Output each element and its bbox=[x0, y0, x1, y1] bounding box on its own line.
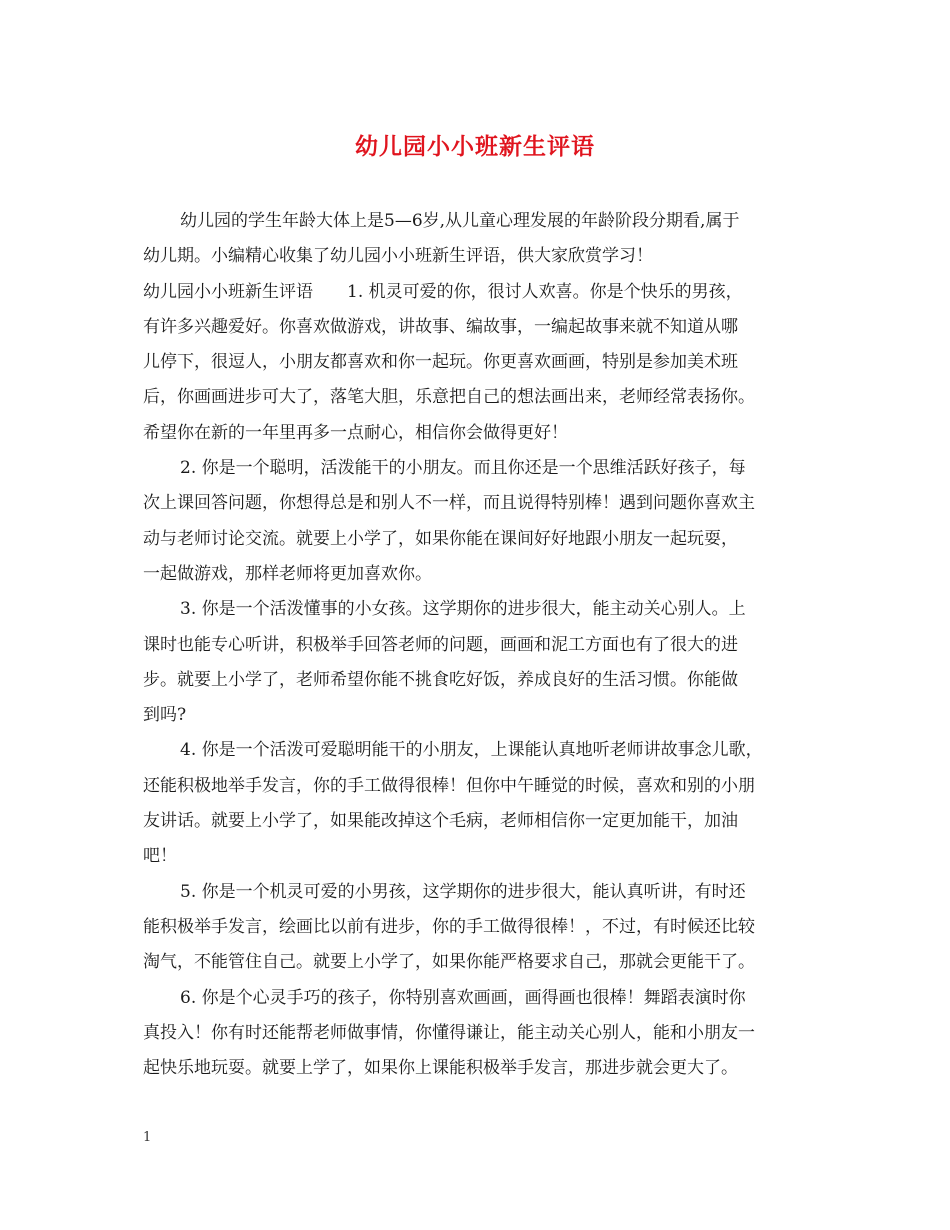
text-line: 儿停下，很逗人，小朋友都喜欢和你一起玩。你更喜欢画画，特别是参加美术班 bbox=[143, 352, 738, 373]
text-line: 5. 你是一个机灵可爱的小男孩，这学期你的进步很大，能认真听讲，有时还 bbox=[180, 881, 746, 902]
text-line: 幼儿园小小班新生评语 1. 机灵可爱的你，很讨人欢喜。你是个快乐的男孩， bbox=[143, 281, 743, 302]
text-line: 淘气，不能管住自己。就要上小学了，如果你能严格要求自己，那就会更能干了。 bbox=[143, 952, 755, 973]
text-line: 课时也能专心听讲，积极举手回答老师的问题，画画和泥工方面也有了很大的进 bbox=[143, 634, 738, 655]
text-line: 到吗? bbox=[143, 705, 187, 726]
text-line: 能积极举手发言，绘画比以前有进步，你的手工做得很棒！，不过，有时候还比较 bbox=[143, 916, 755, 937]
text-line: 有许多兴趣爱好。你喜欢做游戏，讲故事、编故事，一编起故事来就不知道从哪 bbox=[143, 316, 738, 337]
text-line: 幼儿期。小编精心收集了幼儿园小小班新生评语，供大家欣赏学习！ bbox=[143, 246, 653, 267]
document-title: 幼儿园小小班新生评语 bbox=[355, 134, 595, 160]
text-line: 4. 你是一个活泼可爱聪明能干的小朋友，上课能认真地听老师讲故事念儿歌， bbox=[180, 740, 763, 761]
text-line: 还能积极地举手发言，你的手工做得很棒！但你中午睡觉的时候，喜欢和别的小朋 bbox=[143, 775, 755, 796]
text-line: 希望你在新的一年里再多一点耐心，相信你会做得更好！ bbox=[143, 422, 568, 443]
text-line: 步。就要上小学了，老师希望你能不挑食吃好饭，养成良好的生活习惯。你能做 bbox=[143, 669, 738, 690]
text-line: 3. 你是一个活泼懂事的小女孩。这学期你的进步很大，能主动关心别人。上 bbox=[180, 599, 746, 620]
text-line: 动与老师讨论交流。就要上小学了，如果你能在课间好好地跟小朋友一起玩耍， bbox=[143, 528, 738, 549]
text-line: 一起做游戏，那样老师将更加喜欢你。 bbox=[143, 563, 432, 584]
text-line: 友讲话。就要上小学了，如果能改掉这个毛病，老师相信你一定更加能干，加油 bbox=[143, 811, 738, 832]
page-number: 1 bbox=[143, 1130, 152, 1145]
text-line: 6. 你是个心灵手巧的孩子，你特别喜欢画画，画得画也很棒！舞蹈表演时你 bbox=[180, 987, 746, 1008]
text-line: 2. 你是一个聪明，活泼能干的小朋友。而且你还是一个思维活跃好孩子，每 bbox=[180, 458, 746, 479]
text-line: 次上课回答问题，你想得总是和别人不一样，而且说得特别棒！遇到问题你喜欢主 bbox=[143, 493, 755, 514]
text-line: 吧！ bbox=[143, 846, 177, 867]
document-body bbox=[143, 204, 823, 1086]
text-line: 真投入！你有时还能帮老师做事情，你懂得谦让，能主动关心别人，能和小朋友一 bbox=[143, 1022, 755, 1043]
text-line: 起快乐地玩耍。就要上学了，如果你上课能积极举手发言，那进步就会更大了。 bbox=[143, 1058, 738, 1079]
text-line: 后，你画画进步可大了，落笔大胆，乐意把自己的想法画出来，老师经常表扬你。 bbox=[143, 387, 755, 408]
text-line: 幼儿园的学生年龄大体上是5—6岁,从儿童心理发展的年龄阶段分期看,属于 bbox=[180, 211, 740, 231]
